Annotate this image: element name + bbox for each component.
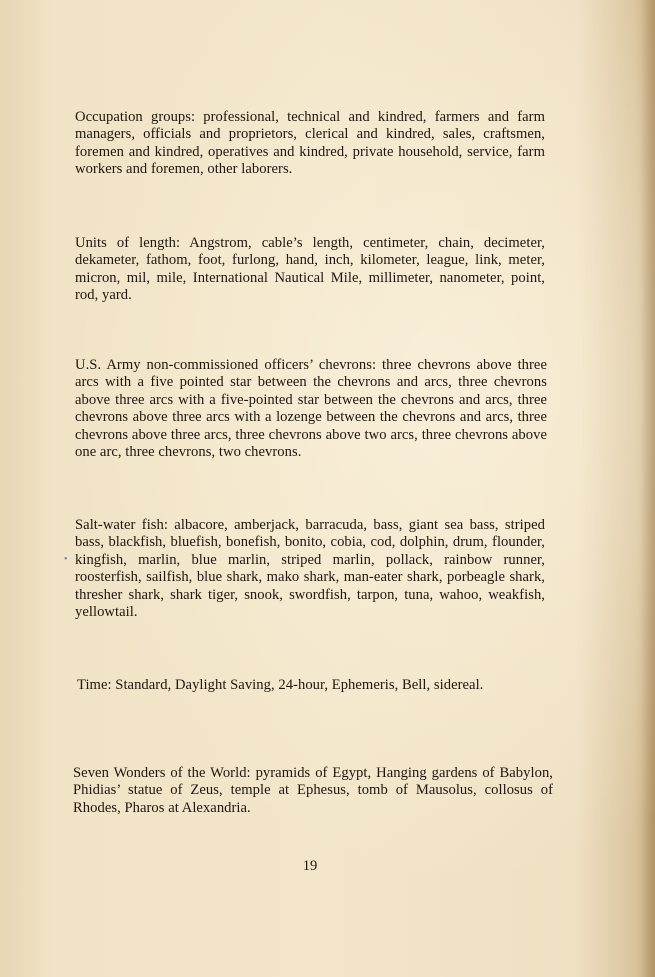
time-paragraph: Time: Standard, Daylight Saving, 24-hour, Ephemeris, Bell, sidereal. [77,677,484,693]
occupation-groups-paragraph: Occupation groups: professional, technical and kindred, farmers and farm managers, officials and proprietors, clerical and kindred, sales, craftsmen, foremen and kindred, operatives and kindred, private household, service, farm workers and foremen, other laborers. [75,109,545,178]
ink-mark: • [64,554,68,565]
salt-water-fish-paragraph: Salt-water fish: albacore, amberjack, barracuda, bass, giant sea bass, striped bass, blackfish, bluefish, bonefish, bonito, cobia, cod, dolphin, drum, flounder, kingfish, marlin, blue marlin, striped marlin, pollack, rainbow runner, roosterfish, sailfish, blue shark, mako shark, man-eater shark, porbeagle shark, thresher shark, shark tiger, snook, swordfish, tarpon, tuna, wahoo, weakfish, yellowtail. [75,517,545,621]
seven-wonders-paragraph: Seven Wonders of the World: pyramids of Egypt, Hanging gardens of Babylon, Phidias’ statue of Zeus, temple at Ephesus, tomb of Mausolus, collosus of Rhodes, Pharos at Alexandria. [73,765,553,816]
page-edge-shadow [641,0,655,977]
army-chevrons-paragraph: U.S. Army non-commissioned officers’ chevrons: three chevrons above three arcs with a five pointed star between the chevrons and arcs, three chevrons above three arcs with a five-pointed star between the chevrons and arcs, three chevrons above three arcs with a lozenge between the chevrons and arcs, three chevrons above three arcs, three chevrons above two arcs, three chevrons above one arc, three chevrons, two chevrons. [75,357,547,461]
page-number: 19 [302,858,318,874]
units-of-length-paragraph: Units of length: Angstrom, cable’s length, centimeter, chain, decimeter, dekameter, fathom, foot, furlong, hand, inch, kilometer, league, link, meter, micron, mil, mile, International Nautical Mile, millimeter, nanometer, point, rod, yard. [75,235,545,304]
